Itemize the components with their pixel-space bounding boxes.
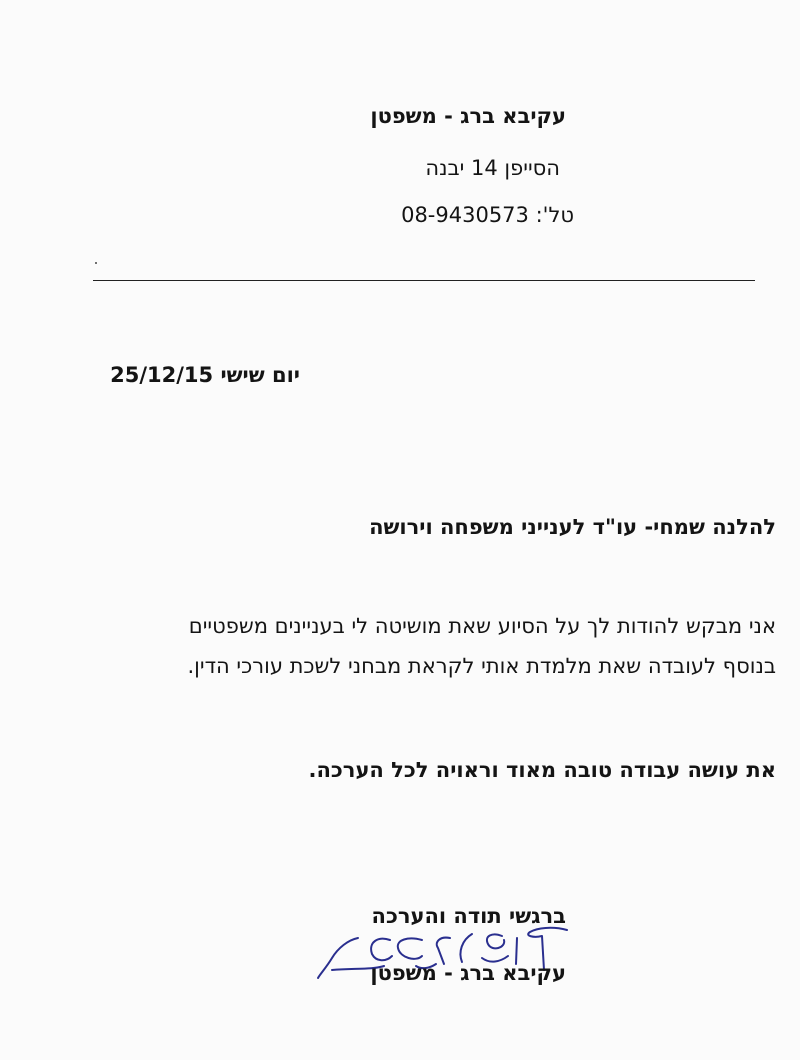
letterhead-phone <box>401 205 574 226</box>
body-line-1: אני מבקש להודות לך על הסיוע שאת מושיטה לי בעניינים משפטיים <box>188 614 776 638</box>
letter-date <box>110 365 300 386</box>
date-day: יום שישי <box>220 363 300 387</box>
body-line-2: בנוסף לעובדה שאת מלמדת אותי לקראת מבחני לשכת עורכי הדין. <box>187 654 776 678</box>
signoff-name: עקיבא ברג - משפטן <box>370 961 566 985</box>
recipient-line: להלנה שמחי- עו"ד לענייני משפחה וירושה <box>369 515 776 539</box>
phone-number: 08-9430573 <box>401 203 529 227</box>
date-value: 25/12/15 <box>110 363 214 387</box>
phone-label: טל': <box>535 203 574 227</box>
signoff-greeting: ברגשי תודה והערכה <box>371 904 566 928</box>
letterhead-name: עקיבא ברג - משפטן <box>370 104 566 128</box>
letterhead-address: הסייפן 14 יבנה <box>425 156 560 180</box>
stray-dot <box>95 262 97 264</box>
letterhead-divider <box>93 280 755 281</box>
closing-line: את עושה עבודה טובה מאוד וראויה לכל הערכה. <box>308 758 776 782</box>
